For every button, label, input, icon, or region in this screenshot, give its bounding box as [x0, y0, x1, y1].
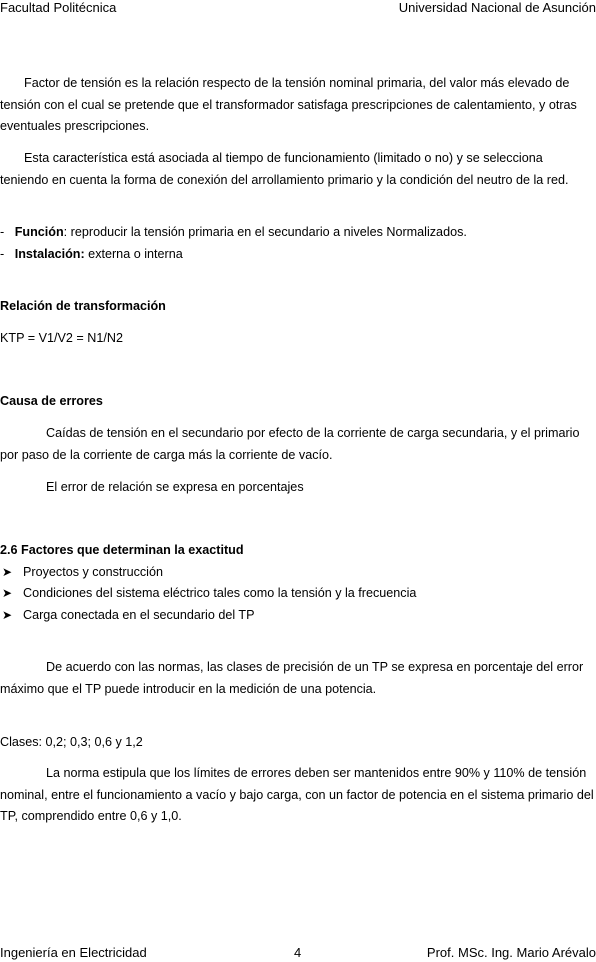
page-number: 4	[294, 945, 302, 960]
footer-left: Ingeniería en Electricidad	[0, 945, 147, 960]
list-item-text: Proyectos y construcción	[23, 564, 163, 579]
paragraph-text: Esta característica está asociada al tiempo de funcionamiento (limitado o no) y se selecciona teniendo en cuenta la forma de conexión del arrollamiento primario y la condición del neutro de la red.	[0, 151, 569, 187]
heading-relacion: Relación de transformación	[0, 299, 166, 313]
instalacion-label: Instalación:	[14, 246, 85, 261]
ktp-formula: KTP = V1/V2 = N1/N2	[0, 331, 123, 345]
paragraph-text: Factor de tensión es la relación respecto de la tensión nominal primaria, del valor más elevado de tensión con el cual se pretende que el transformador satisfaga prescripciones de calentamiento, y otras eventuales prescripciones.	[0, 76, 577, 133]
paragraph-text: Clases: 0,2; 0,3; 0,6 y 1,2	[0, 735, 143, 749]
paragraph-norma-estipula	[0, 763, 594, 828]
dash-item-instalacion: - Instalación: externa o interna	[0, 246, 183, 261]
list-item	[0, 562, 594, 584]
paragraph-text: De acuerdo con las normas, las clases de precisión de un TP se expresa en porcentaje del error máximo que el TP puede introducir en la medición de una potencia.	[0, 660, 584, 696]
paragraph-text: Caídas de tensión en el secundario por efecto de la corriente de carga secundaria, y el primario por paso de la corriente de carga más la corriente de vacío.	[0, 426, 580, 462]
arrowhead-bullet-icon: ➤	[2, 607, 13, 622]
funcion-text: : reproducir la tensión primaria en el secundario a niveles Normalizados.	[63, 225, 467, 239]
header-left: Facultad Politécnica	[0, 0, 117, 15]
section-factores	[0, 540, 594, 626]
dash-list	[0, 222, 594, 265]
factores-list	[0, 562, 594, 627]
paragraph-clases	[0, 732, 594, 754]
funcion-label: Función	[14, 225, 64, 239]
instalacion-text: externa o interna	[84, 246, 183, 261]
list-item-text: Carga conectada en el secundario del TP	[23, 607, 255, 622]
paragraph-error	[0, 477, 594, 499]
section-relacion	[0, 296, 594, 318]
heading-causa: Causa de errores	[0, 394, 103, 408]
heading-factores: 2.6 Factores que determinan la exactitud	[0, 543, 244, 557]
paragraph-text: La norma estipula que los límites de errores deben ser mantenidos entre 90% y 110% de tensión nominal, entre el funcionamiento a vacío y bajo carga, con un factor de potencia en el sistema primario del TP, comprendido entre 0,6 y 1,0.	[0, 766, 594, 823]
list-item-text: Condiciones del sistema eléctrico tales como la tensión y la frecuencia	[23, 586, 417, 600]
list-item	[0, 605, 594, 627]
footer-right: Prof. MSc. Ing. Mario Arévalo	[426, 945, 596, 960]
section-causa	[0, 391, 594, 413]
paragraph-causa	[0, 423, 594, 466]
list-item	[0, 583, 594, 605]
paragraph-caracteristica	[0, 148, 594, 191]
paragraph-text: El error de relación se expresa en porcentajes	[46, 480, 304, 494]
paragraph-factor-tension	[0, 73, 594, 138]
arrowhead-bullet-icon: ➤	[2, 586, 13, 600]
dash-item-funcion: - Función: reproducir la tensión primaria en el secundario a niveles Normalizados.	[0, 225, 467, 239]
header-right: Universidad Nacional de Asunción	[398, 0, 596, 15]
ktp-formula-block	[0, 328, 594, 350]
paragraph-normas	[0, 657, 594, 700]
arrowhead-bullet-icon: ➤	[2, 564, 13, 579]
